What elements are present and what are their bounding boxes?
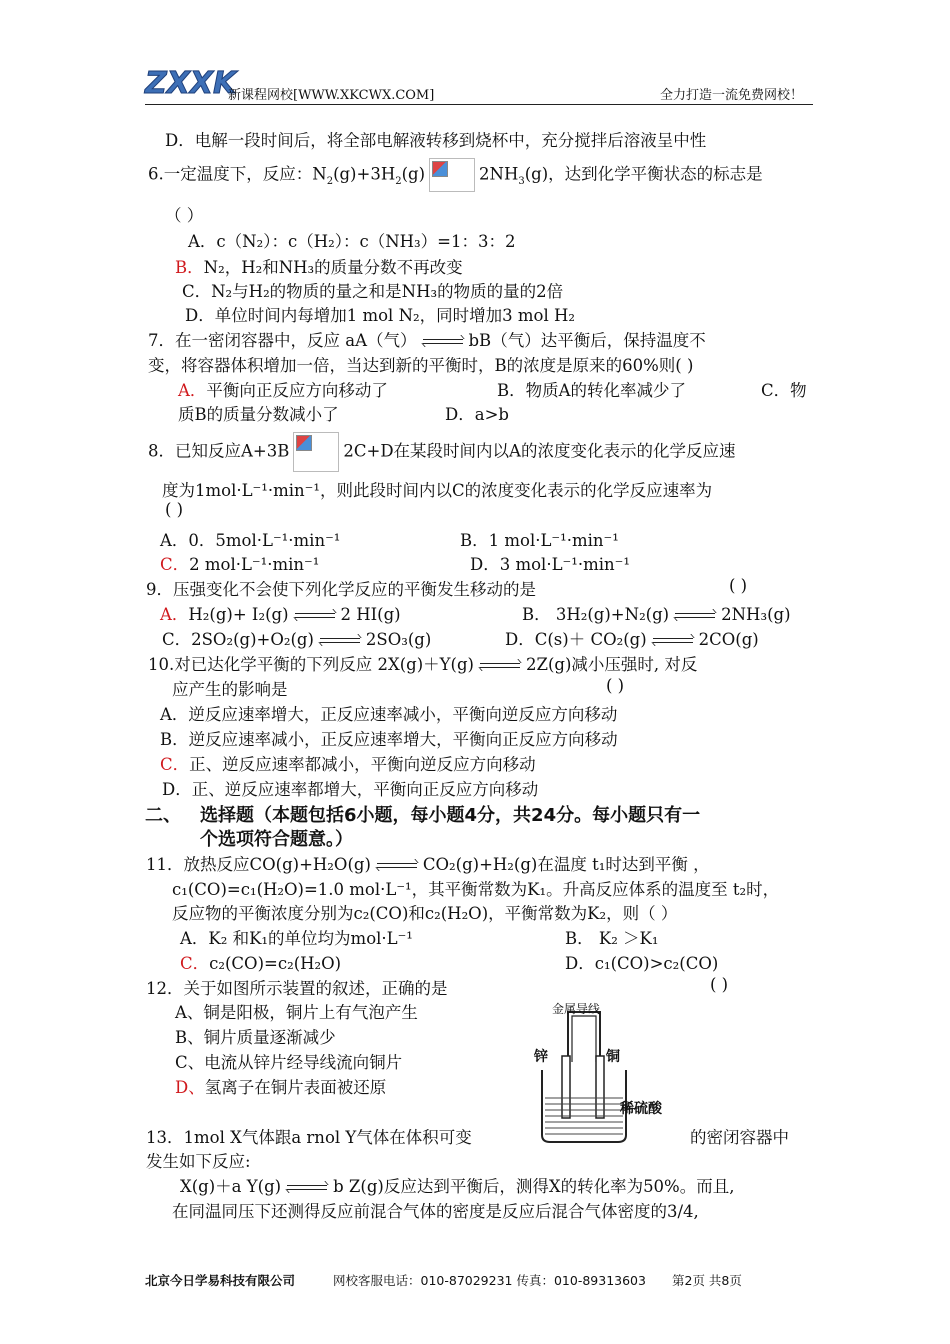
q9-option-a	[160, 601, 401, 625]
q10-option-c	[160, 751, 536, 775]
answer-marker: C．	[160, 555, 190, 574]
equilibrium-image-placeholder	[429, 158, 475, 192]
equilibrium-arrow-icon	[423, 338, 463, 346]
q7-stem-line2: 变，将容器体积增加一倍，当达到新的平衡时，B的浓度是原来的60%则( )	[148, 356, 694, 375]
answer-marker: B．	[175, 258, 204, 277]
q9-stem: 9．压强变化不会使下列化学反应的平衡发生移动的是	[146, 580, 536, 599]
q7-option-c-part2: 质B的质量分数减小了	[178, 405, 339, 424]
q13-stem-line1b: 的密闭容器中	[690, 1128, 789, 1147]
q6-option-b	[175, 254, 463, 278]
svg-text:ZXXK: ZXXK	[145, 66, 237, 101]
q12-stem: 12．关于如图所示装置的叙述，正确的是	[146, 979, 448, 998]
q10-option-a: A．逆反应速率增大，正反应速率减小，平衡向逆反应方向移动	[160, 705, 618, 724]
broken-image-icon	[432, 161, 448, 177]
galvanic-cell-figure	[520, 1000, 690, 1148]
equilibrium-arrow-icon	[653, 637, 693, 645]
equilibrium-arrow-icon	[675, 612, 715, 620]
q9-option-b	[522, 601, 791, 625]
site-logo[interactable]	[145, 66, 237, 104]
q13-stem-part1: X(g)＋a Y(g)	[180, 1177, 282, 1196]
q9-option-d-left: D．C(s)＋ CO₂(g)	[505, 630, 647, 649]
q9-option-a-right: 2 HI(g)	[340, 605, 401, 624]
q7-stem-part2: bB（气）达平衡后，保持温度不	[468, 331, 706, 350]
q8-stem-line1	[148, 432, 735, 472]
q10-paren: ( )	[606, 676, 625, 695]
q11-option-c-text: c₂(CO)=c₂(H₂O)	[209, 954, 342, 973]
q11-stem-line3: 反应物的平衡浓度分别为c₂(CO)和c₂(H₂O)，平衡常数为K₂，则（ ）	[172, 904, 678, 923]
q10-stem-line1	[148, 651, 697, 675]
q9-option-c	[162, 626, 431, 650]
header-rule	[145, 104, 813, 105]
q12-option-a: A、铜是阳极，铜片上有气泡产生	[175, 1003, 418, 1022]
q6-option-b-text: N₂，H₂和NH₃的质量分数不再改变	[203, 258, 463, 277]
q13-stem-line1a: 13．1mol X气体跟a rnol Y气体在体积可变	[146, 1128, 472, 1147]
q7-option-c-part1: C．物	[761, 381, 807, 400]
q11-stem-line1	[146, 851, 710, 875]
header-slogan: 全力打造一流免费网校！	[660, 88, 804, 103]
broken-image-icon	[296, 435, 312, 451]
equilibrium-arrow-icon	[287, 1184, 327, 1192]
section-heading-line1: 选择题（本题包括6小题，每小题4分，共24分。每小题只有一	[200, 805, 701, 826]
q12-option-b: B、铜片质量逐渐减少	[175, 1028, 336, 1047]
footer-page-number: 第2页 共8页	[672, 1273, 742, 1288]
q10-stem-part1: 10.对已达化学平衡的下列反应 2X(g)＋Y(g)	[148, 655, 474, 674]
q8-option-b: B．1 mol·L⁻¹·min⁻¹	[460, 531, 619, 550]
q6-stem-part2: 2NH	[479, 164, 519, 184]
q6-option-d: D．单位时间内每增加1 mol N₂，同时增加3 mol H₂	[185, 306, 575, 325]
q10-stem-part2: 2Z(g)减小压强时, 对反	[526, 655, 698, 674]
answer-marker: C．	[180, 954, 210, 973]
figure-label-copper: 铜	[606, 1049, 620, 1065]
section-heading-line2: 个选项符合题意。）	[200, 829, 353, 850]
q11-option-d: D．c₁(CO)>c₂(CO)	[565, 954, 719, 973]
figure-label-acid: 稀硫酸	[620, 1101, 662, 1117]
q8-option-a: A．0．5mol·L⁻¹·min⁻¹	[160, 531, 341, 550]
q10-option-d: D．正、逆反应速率都增大，平衡向正反应方向移动	[162, 780, 539, 799]
equilibrium-arrow-icon	[320, 637, 360, 645]
equilibrium-image-placeholder	[293, 432, 339, 472]
q6-stem-part3: (g)，达到化学平衡状态的标志是	[524, 164, 763, 184]
q7-option-b: B．物质A的转化率减少了	[497, 381, 687, 400]
q13-stem-line2: 发生如下反应:	[146, 1152, 251, 1171]
q5-option-d: D．电解一段时间后，将全部电解液转移到烧杯中，充分搅拌后溶液呈中性	[165, 131, 707, 150]
q9-paren: ( )	[729, 576, 748, 595]
q6-stem: 6.一定温度下，反应：$N_2(g)+3H_2(g)$ $2NH_3(g)$，达到化学平衡状态的标志是	[148, 158, 763, 192]
q9-option-c-right: 2SO₃(g)	[365, 630, 432, 649]
answer-marker: D、	[175, 1078, 205, 1097]
q7-option-a-text: 平衡向正反应方向移动了	[206, 381, 388, 400]
q11-option-b: B． K₂ ＞K₁	[565, 929, 659, 948]
q6-stem-part1: 6.一定温度下，反应：N	[148, 164, 327, 184]
q13-stem-part2: b Z(g)反应达到平衡后，测得X的转化率为50%。而且,	[333, 1177, 735, 1196]
q8-stem-part2: 2C+D在某段时间内以A的浓度变化表示的化学反应速	[343, 441, 736, 461]
q9-option-a-left: H₂(g)+ I₂(g)	[188, 605, 289, 624]
q11-option-c	[180, 950, 341, 974]
figure-label-zinc: 锌	[534, 1049, 548, 1065]
q8-option-c	[160, 551, 319, 575]
q8-option-c-text: 2 mol·L⁻¹·min⁻¹	[189, 555, 320, 574]
q12-option-d	[175, 1074, 386, 1098]
q8-option-d: D．3 mol·L⁻¹·min⁻¹	[470, 555, 630, 574]
q8-stem-part1: 8．已知反应A+3B	[148, 441, 290, 461]
q6-option-a: A．c（N₂）：c（H₂）：c（NH₃）=1：3：2	[188, 232, 516, 251]
q8-stem-line2: 度为1mol·L⁻¹·min⁻¹，则此段时间内以C的浓度变化表示的化学反应速率为	[162, 481, 713, 500]
q11-stem-part1: 11．放热反应CO(g)+H₂O(g)	[146, 855, 371, 874]
answer-marker: C．	[160, 755, 190, 774]
q12-option-c: C、电流从锌片经导线流向铜片	[175, 1053, 403, 1072]
q11-stem-part2: CO₂(g)+H₂(g)在温度 t₁时达到平衡 ，	[422, 855, 710, 874]
equilibrium-arrow-icon	[295, 612, 335, 620]
q9-option-c-left: C．2SO₂(g)+O₂(g)	[162, 630, 314, 649]
q7-stem-part1: 7．在一密闭容器中，反应 aA（气）	[148, 331, 417, 350]
q6-option-c: C．N₂与H₂的物质的量之和是NH₃的物质的量的2倍	[182, 282, 564, 301]
q10-option-b: B．逆反应速率减小，正反应速率增大，平衡向正反应方向移动	[160, 730, 618, 749]
q9-option-d	[505, 626, 759, 650]
q10-stem-line2: 应产生的影响是	[172, 680, 288, 699]
q6-paren: （ ）	[165, 206, 204, 225]
answer-marker: A．	[160, 605, 189, 624]
footer-service: 网校客服电话：010-87029231 传真：010-89313603	[333, 1273, 646, 1288]
figure-label-wire: 金属导线	[552, 1002, 601, 1016]
equilibrium-arrow-icon	[480, 662, 520, 670]
q7-option-a	[178, 377, 388, 401]
q11-option-a: A．K₂ 和K₁的单位均为mol·L⁻¹	[180, 929, 413, 948]
q12-paren: ( )	[710, 975, 729, 994]
answer-marker: A．	[178, 381, 207, 400]
q9-option-d-right: 2CO(g)	[698, 630, 759, 649]
q7-stem-line1	[148, 327, 706, 351]
q13-stem-line3	[180, 1173, 734, 1197]
site-name[interactable]: 新课程网校[WWW.XKCWX.COM]	[228, 88, 435, 103]
q8-paren: ( )	[165, 500, 184, 519]
q13-stem-line4: 在同温同压下还测得反应前混合气体的密度是反应后混合气体密度的3/4,	[172, 1202, 699, 1221]
q10-option-c-text: 正、逆反应速率都减小，平衡向逆反应方向移动	[189, 755, 536, 774]
q9-option-b-left: B． 3H₂(g)+N₂(g)	[522, 605, 670, 624]
equilibrium-arrow-icon	[377, 862, 417, 870]
q12-option-d-text: 氢离子在铜片表面被还原	[204, 1078, 387, 1097]
footer-company: 北京今日学易科技有限公司	[145, 1273, 296, 1288]
q9-option-b-right: 2NH₃(g)	[721, 605, 791, 624]
q11-stem-line2: c₁(CO)=c₁(H₂O)=1.0 mol·L⁻¹，其平衡常数为K₁。升高反应体系的温度至 t₂时，	[172, 880, 780, 899]
section-number: 二、	[145, 805, 181, 826]
q7-option-d: D．a>b	[445, 405, 509, 424]
